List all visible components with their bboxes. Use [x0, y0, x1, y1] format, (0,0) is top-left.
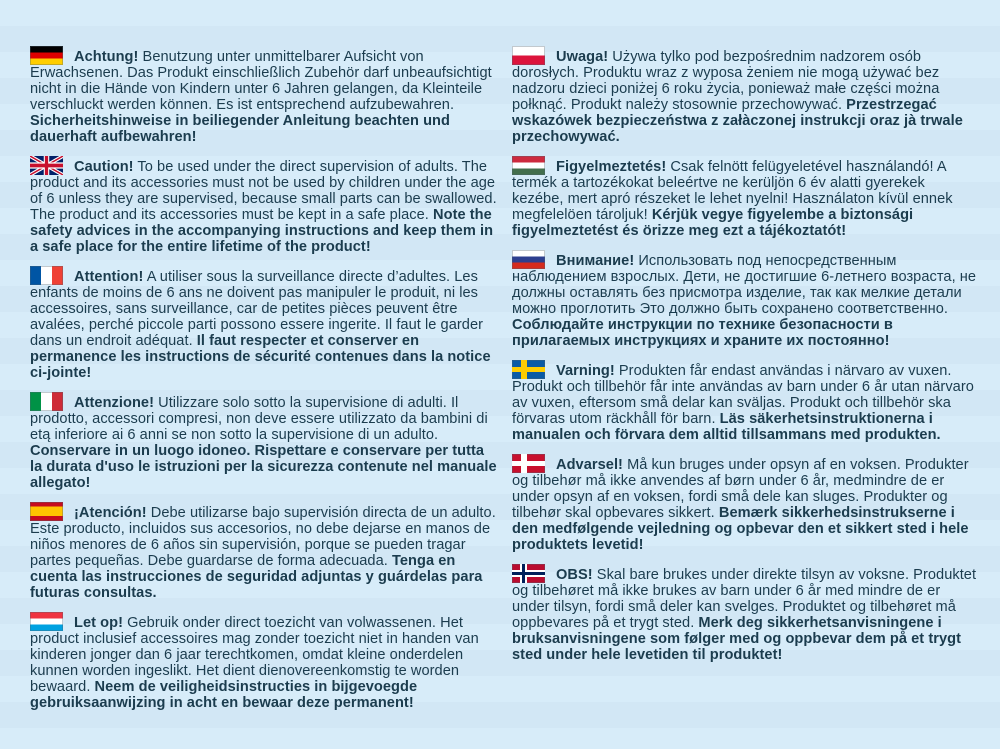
union-jack-graphic: [30, 156, 63, 175]
uk-flag-icon: [30, 156, 63, 175]
warning-body-text: Używa tylko pod bezpośrednim nadzorem osób dorosłych. Produktu wraz z wyposa żeniem nie mogą używać bez nadzoru dzieci poniżej 6 roku życia, ponieważ małe części można połknąć. Produkt należy stosownie przechowywać.: [512, 49, 940, 113]
warning-emphasis-text: Bemærk sikkerhedsinstrukserne i den medfølgende vejledning og opbevar den et sikkert sted i hele produktets levetid!: [512, 505, 969, 553]
warning-section-hungarian: [512, 156, 980, 239]
warning-emphasis-text: Соблюдайте инструкции по технике безопасности в прилагаемых инструкциях и храните их постоянно!: [512, 317, 893, 349]
warning-emphasis-text: Przestrzegać wskazówek bezpieczeństwa z załàczonej instrukcji oraz jà trwale przechowywać.: [512, 97, 963, 145]
poland-flag-icon: [512, 46, 545, 65]
warning-emphasis-text: Sicherheitshinweise in beiliegender Anleitung beachten und dauerhaft aufbewahren!: [30, 113, 450, 145]
flag-cross-bar: [512, 367, 545, 372]
warning-emphasis-text: Advarsel!: [556, 457, 623, 473]
warning-emphasis-text: Merk deg sikkerhetsanvisningene i bruksanvisningene som følger med og oppbevar dem på et trygt sted under hele levetiden til produktet!: [512, 615, 962, 663]
germany-flag-icon: [30, 46, 63, 65]
warning-body-text: A utiliser sous la surveillance directe d’adultes. Les enfants de moins de 6 ans ne doivent pas manipuler le produit, ni les accessoires, sans surveillance, car de petites pièces peuvent être avalées, perché piccole parti possono essere ingerite. Il faut le garder dans un endroit adéquat.: [30, 269, 484, 349]
warning-emphasis-text: Caution!: [74, 159, 134, 175]
russia-flag-icon: [512, 250, 545, 269]
warning-emphasis-text: Neem de veiligheidsinstructies in bijgevoegde gebruiksaanwijzing in acht en bewaar deze permanent!: [30, 679, 418, 711]
warning-body-text: Skal bare brukes under direkte tilsyn av voksne. Produktet og tilbehøret må ikke brukes av barn under 6 år med mindre de er under tilsyn, fordi små deler kan svelges. Produktet og tilbehøret må oppbevares på et trygt sted.: [512, 567, 977, 631]
warning-section-dutch: [30, 612, 498, 711]
warning-section-italian: [30, 392, 498, 491]
italy-flag-icon: [30, 392, 63, 411]
warning-section-french: [30, 266, 498, 381]
warning-emphasis-text: Tenga en cuenta las instrucciones de seguridad adjuntas y guárdelas para futuras consultas.: [30, 553, 483, 601]
warning-section-german: [30, 46, 498, 145]
warning-body-text: Må kun bruges under opsyn af en voksen. Produkter og tilbehør må ikke anvendes af børn under 6 år, medmindre de er under opsyn af en voksen, fordi små dele kan sluges. Produkter og tilbehør skal opbevares sikkert.: [512, 457, 969, 521]
warning-body-text: Produkten får endast användas i närvaro av vuxen. Produkt och tillbehör får inte användas av barn under 6 år utan närvaro av vuxen, eftersom små delar kan sväljas. Produkt och tillbehör ska förvaras utom räckhåll för barn.: [512, 363, 974, 427]
warning-body-text: Gebruik onder direct toezicht van volwassenen. Het product inclusief accessoires mag zonder toezicht niet in handen van kinderen jonger dan 6 jaar terechtkomen, omdat kleine onderdelen kunnen worden ingeslikt. Het dient dienovereenkomstig te worden bewaard.: [30, 615, 479, 695]
warning-body-text: Utilizzare solo sotto la supervisione di adulti. Il prodotto, accessori compresi, non deve essere utilizzato da bambini di etą inferiore ai 6 anni se non sotto la supervisione di un adulto.: [30, 395, 488, 443]
flag-cross-bar: [512, 461, 545, 466]
right-column: [512, 46, 980, 741]
warning-body-text: Debe utilizarse bajo supervisión directa de un adulto. Este producto, incluidos sus accesorios, no debe dejarse en manos de niños menores de 6 años sin supervisión, porque se pueden tragar partes pequeñas. Debe guardarse de forma adecuada.: [30, 505, 496, 569]
warning-body-text: Benutzung unter unmittelbarer Aufsicht von Erwachsenen. Das Produkt einschließlich Zubehör darf unbeaufsichtigt nicht in die Hände von Kindern unter 6 Jahren gelangen, da Kleinteile verschluckt werden können. Es ist entsprechend aufzubewahren.: [30, 49, 492, 113]
warning-emphasis-text: Achtung!: [74, 49, 139, 65]
warning-body-text: Использовать под непосредственным наблюдением взрослых. Дети, не достигшие 6-летнего возраста, не должны оставлять без присмотра изделие, так как мелкие детали можно проглотить Это должно быть сохранено соответственно.: [512, 253, 977, 317]
warning-section-polish: [512, 46, 980, 145]
warning-body-text: To be used under the direct supervision of adults. The product and its accessories must not be used by children under the age of 6 unless they are supervised, because small parts can be swallowed. The product and its accessories must be kept in a safe place.: [30, 159, 497, 223]
warning-emphasis-text: Note the safety advices in the accompanying instructions and keep them in a safe place for the entire lifetime of the product!: [30, 207, 494, 255]
warning-emphasis-text: Kérjük vegye figyelembe a biztonsági figyelmeztetést és örizze meg ezt a tájékoztatót!: [512, 207, 914, 239]
warning-section-russian: [512, 250, 980, 349]
warning-emphasis-text: Il faut respecter et conserver en permanence les instructions de sécurité contenues dans la notice ci-jointe!: [30, 333, 491, 381]
warning-emphasis-text: Varning!: [556, 363, 615, 379]
warning-emphasis-text: ¡Atención!: [74, 505, 147, 521]
left-column: [30, 46, 498, 741]
warning-emphasis-text: Läs säkerhetsinstruktionerna i manualen och förvara dem alltid tillsammans med produkten.: [512, 411, 941, 443]
luxembourg-flag-icon: [30, 612, 63, 631]
warning-emphasis-text: Figyelmeztetés!: [556, 159, 667, 175]
norway-flag-icon: [512, 564, 545, 583]
france-flag-icon: [30, 266, 63, 285]
warning-emphasis-text: OBS!: [556, 567, 593, 583]
warning-emphasis-text: Let op!: [74, 615, 123, 631]
denmark-flag-icon: [512, 454, 545, 473]
warning-section-norwegian: [512, 564, 980, 663]
warning-emphasis-text: Conservare in un luogo idoneo. Rispettare e conservare per tutta la durata d'uso le istruzioni per la sicurezza contenute nel manuale allegato!: [30, 443, 497, 491]
warning-emphasis-text: Attention!: [74, 269, 144, 285]
warning-section-english: [30, 156, 498, 255]
warning-section-danish: [512, 454, 980, 553]
warning-body-text: Csak felnött felügyeletével használandó! A termék a tartozékokat beleértve ne kerüljön 6 év alatti gyerekek kezébe, mert apró részeket le lehet nyelni! Használaton kívül ennek megfelelöen tároljuk!: [512, 159, 953, 223]
warning-emphasis-text: Внимание!: [556, 253, 635, 269]
sweden-flag-icon: [512, 360, 545, 379]
spain-flag-icon: [30, 502, 63, 521]
warning-emphasis-text: Uwaga!: [556, 49, 609, 65]
hungary-flag-icon: [512, 156, 545, 175]
flag-cross-bar: [512, 572, 545, 575]
warning-emphasis-text: Attenzione!: [74, 395, 154, 411]
warning-section-swedish: [512, 360, 980, 443]
warning-section-spanish: [30, 502, 498, 601]
